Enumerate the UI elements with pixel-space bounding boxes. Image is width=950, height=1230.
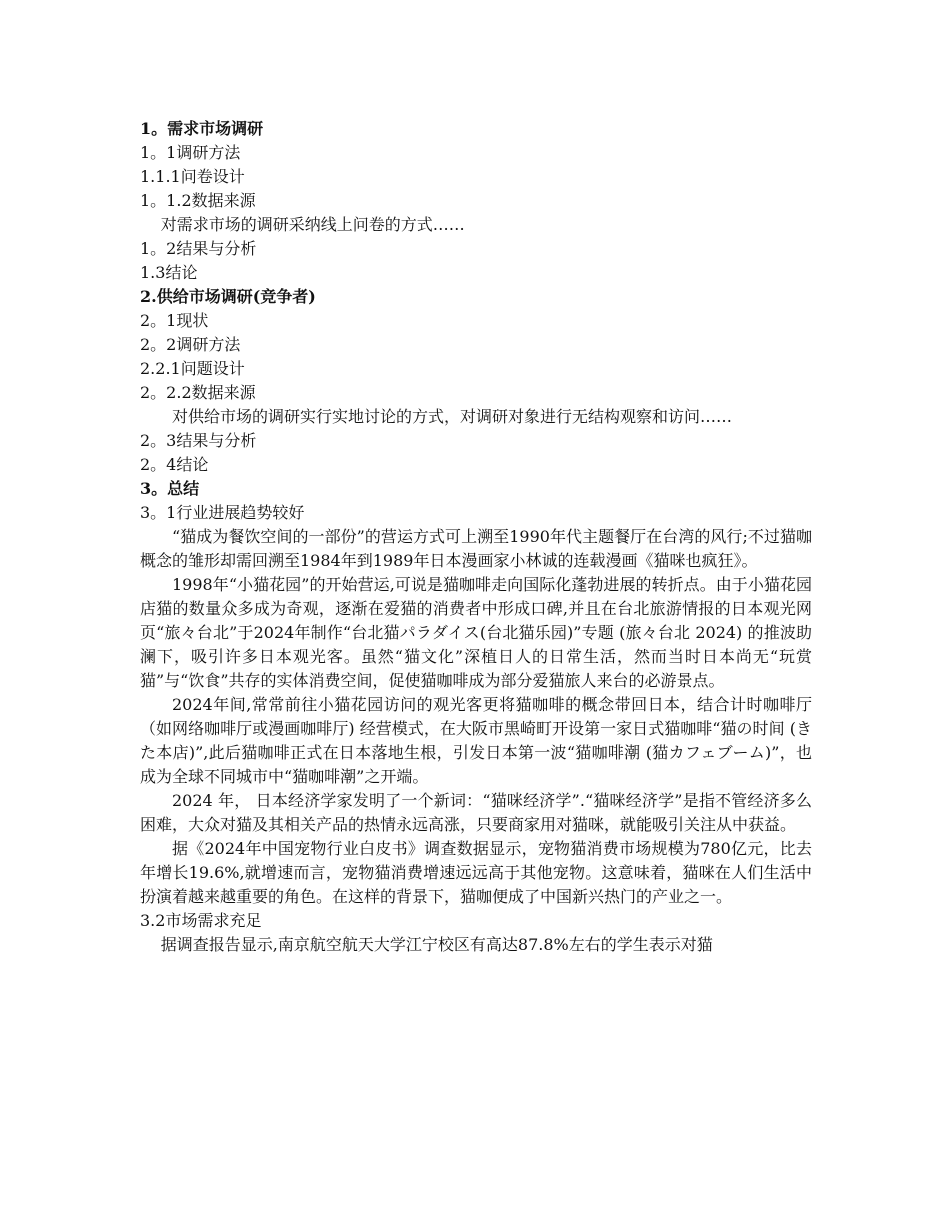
heading-2-3: 2。3结果与分析 (140, 431, 257, 450)
heading-section-2: 2.供给市场调研(竞争者) (140, 287, 316, 306)
document-body (140, 117, 812, 957)
paragraph-trend-5: 据《2024年中国宠物行业白皮书》调查数据显示，宠物猫消费市场规模为780亿元，比去年增长19.6%,就增速而言，宠物猫消费增速远远高于其他宠物。这意味着，猫咪在人们生活中扮演着越来越重要的角色。在这样的背景下，猫咖便成了中国新兴热门的产业之一。 (140, 839, 812, 906)
heading-2-2-1: 2.2.1问题设计 (140, 359, 245, 378)
heading-1-1-1: 1.1.1问卷设计 (140, 167, 245, 186)
heading-1-1-2: 1。1.2数据来源 (140, 191, 256, 210)
heading-2-4: 2。4结论 (140, 455, 209, 474)
heading-1-2: 1。2结果与分析 (140, 239, 257, 258)
heading-2-2: 2。2调研方法 (140, 335, 241, 354)
heading-1-1: 1。1调研方法 (140, 143, 241, 162)
paragraph-demand-method: 对需求市场的调研采纳线上问卷的方式…… (160, 215, 465, 234)
paragraph-trend-2: 1998年“小猫花园”的开始营运,可说是猫咖啡走向国际化蓬勃进展的转折点。由于小猫花园店猫的数量众多成为奇观，逐渐在爱猫的消费者中形成口碑,并且在台北旅游情报的日本观光网页“旅々台北”于2024年制作“台北猫パラダイス(台北猫乐园)”专题 (旅々台北 2024) 的推波助澜下，吸引许多日本观光客。虽然“猫文化”深植日人的日常生活，然而当时日本尚无“玩赏猫”与“饮食”共存的实体消费空间，促使猫咖啡成为部分爱猫旅人来台的必游景点。 (140, 575, 812, 690)
heading-section-3: 3。总结 (140, 479, 200, 498)
paragraph-supply-method: 对供给市场的调研实行实地讨论的方式，对调研对象进行无结构观察和访问…… (172, 407, 733, 426)
heading-section-1: 1。需求市场调研 (140, 119, 264, 138)
heading-2-2-2: 2。2.2数据来源 (140, 383, 256, 402)
heading-3-2: 3.2市场需求充足 (140, 911, 262, 930)
heading-1-3: 1.3结论 (140, 263, 198, 282)
heading-3-1: 3。1行业进展趋势较好 (140, 503, 305, 522)
paragraph-trend-4: 2024 年， 日本经济学家发明了一个新词：“猫咪经济学”.“猫咪经济学”是指不管经济多么困难，大众对猫及其相关产品的热情永远高涨，只要商家用对猫咪，就能吸引关注从中获益。 (140, 791, 812, 834)
paragraph-demand-1: 据调查报告显示,南京航空航天大学江宁校区有高达87.8%左右的学生表示对猫 (160, 935, 713, 954)
heading-2-1: 2。1现状 (140, 311, 209, 330)
paragraph-trend-3: 2024年间,常常前往小猫花园访问的观光客更将猫咖啡的概念带回日本，结合计时咖啡厅 （如网络咖啡厅或漫画咖啡厅) 经营模式，在大阪市黑崎町开设第一家日式猫咖啡“猫の时间 (きた本店)”,此后猫咖啡正式在日本落地生根，引发日本第一波“猫咖啡潮 (猫カフェブーム)”，也成为全球不同城市中“猫咖啡潮”之开端。 (140, 695, 812, 786)
paragraph-trend-1: “猫成为餐饮空间的一部份”的营运方式可上溯至1990年代主题餐厅在台湾的风行;不过猫咖概念的雏形却需回溯至1984年到1989年日本漫画家小林诚的连载漫画《猫咪也疯狂》。 (140, 527, 812, 570)
